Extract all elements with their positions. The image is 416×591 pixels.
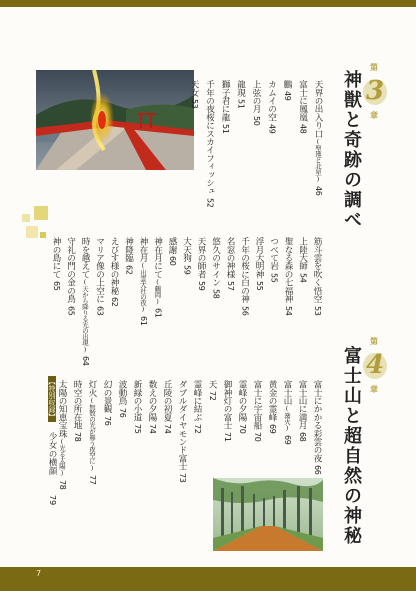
toc-entry	[210, 237, 222, 299]
toc-entry-title: 黄金の霊峰	[267, 380, 277, 421]
toc-entry-page: 68	[298, 432, 307, 442]
toc-entry-title: 筋斗雲を吹く悟空	[312, 237, 322, 303]
toc-entry	[195, 237, 207, 290]
toc-entry-page: 57	[226, 281, 235, 291]
toc-entry-title: 上陸大師	[297, 237, 308, 270]
toc-entry-page: 78	[73, 432, 82, 442]
chapter4-title: 富士山と超自然の神秘	[341, 346, 362, 546]
toc-entry-title: 聖なる森の七福神	[283, 237, 293, 303]
toc-entry-title: 霊峰の夕陽	[237, 380, 247, 421]
toc-entry	[312, 80, 324, 195]
toc-entry	[297, 80, 309, 133]
toc-entry-title: 千年の桜に白の神	[239, 237, 250, 303]
toc-entry-title: ダブルダイヤモンド富士	[177, 380, 187, 471]
toc-entry-page: 64	[81, 356, 90, 366]
toc-entry-title: 丘陵の初夏	[162, 380, 172, 421]
toc-entry-page: 53	[190, 99, 199, 109]
toc-entry	[123, 237, 135, 274]
toc-entry	[50, 237, 62, 290]
toc-entry-title: 波動鳥	[117, 380, 127, 405]
toc-entry-page: 46	[314, 185, 323, 195]
toc-entry-page: 71	[223, 432, 232, 442]
toc-entry-title: 富士山	[282, 380, 292, 405]
toc-entry-page: 52	[205, 197, 215, 208]
toc-entry-page: 55	[269, 272, 279, 283]
toc-entry-title: 太陽の知恵宝珠	[57, 380, 67, 438]
toc-entry-page: 54	[284, 305, 293, 315]
toc-entry-title: 数えの夕陽	[147, 380, 157, 421]
toc-entry-page: 58	[211, 289, 221, 299]
toc-entry	[181, 237, 193, 274]
toc-entry-page: 72	[208, 391, 217, 401]
toc-entry-page: 49	[267, 124, 277, 134]
special-tag-label: 特別収録	[48, 385, 56, 413]
toc-entry-subtitle: (篝火)	[283, 404, 291, 432]
toc-entry	[188, 80, 200, 109]
toc-entry	[281, 380, 293, 444]
bottom-bar	[0, 567, 416, 591]
toc-entry	[282, 237, 294, 315]
toc-entry-page: 69	[283, 434, 292, 445]
toc-entry	[94, 237, 106, 315]
toc-entry-page: 60	[168, 256, 177, 266]
toc-entry-page: 74	[148, 424, 157, 434]
toc-entry-title: 神在月	[138, 237, 148, 262]
toc-entry-title: 名窓の神様	[225, 237, 235, 278]
toc-entry	[206, 380, 218, 401]
toc-entry	[266, 80, 278, 133]
toc-entry	[146, 380, 158, 433]
toc-entry	[79, 237, 91, 366]
deco-square	[26, 226, 38, 238]
toc-entry-title: 富士に宇宙船	[252, 380, 262, 430]
toc-entry	[250, 80, 262, 125]
special-title: 少女の横顔	[47, 432, 57, 475]
toc-entry-page: 51	[236, 99, 246, 109]
page-number: 7	[36, 569, 42, 578]
toc-entry	[191, 380, 203, 433]
toc-entry-title: 鵬	[282, 80, 292, 89]
toc-entry	[131, 380, 143, 433]
top-bar	[0, 0, 416, 7]
toc-entry	[311, 380, 323, 474]
toc-entry-page: 76	[103, 415, 112, 426]
toc-entry	[166, 237, 178, 266]
toc-entry	[268, 237, 280, 282]
toc-entry-title: 富士にかかる彩雲の夜	[312, 380, 322, 462]
toc-entry-title: 神降臨	[123, 237, 134, 262]
toc-entry	[224, 237, 236, 290]
toc-entry-title: 霊峰に結ぶ	[192, 380, 202, 421]
toc-entry	[152, 237, 164, 318]
toc-entry-page: 72	[193, 424, 202, 434]
toc-entry	[311, 237, 323, 315]
toc-entry	[235, 80, 247, 109]
toc-entry-page: 75	[133, 424, 142, 434]
toc-entry	[253, 237, 265, 290]
toc-entry-page: 48	[298, 124, 308, 134]
toc-entry	[219, 80, 231, 133]
toc-entry-title: 富士山に満月	[297, 380, 307, 430]
special-entry	[46, 376, 58, 505]
toc-entry-title: 上弦の月	[251, 80, 261, 113]
toc-entry-title: 灯火	[87, 380, 97, 397]
toc-entry-page: 65	[52, 281, 61, 291]
chapter3-title: 神獣と奇跡の調べ	[341, 70, 362, 230]
toc-entry-title: カムイの空	[266, 80, 277, 121]
toc-entry-page: 55	[255, 281, 264, 291]
toc-entry	[176, 380, 188, 483]
toc-entry-page: 59	[197, 281, 206, 291]
forest-photo	[213, 478, 323, 551]
toc-entry-page: 65	[66, 305, 76, 315]
deco-square	[34, 206, 48, 220]
toc-entry	[161, 380, 173, 433]
special-page: 79	[48, 495, 57, 506]
red-bridge-photo	[36, 70, 194, 170]
toc-entry-title: 獅子君に龍	[220, 80, 230, 121]
toc-entry-title: 悠久のサイン	[210, 237, 221, 287]
toc-entry-subtitle: (無数の光が舞う夜空に)	[88, 396, 96, 472]
toc-entry-page: 78	[58, 479, 67, 489]
toc-entry-page: 62	[124, 264, 134, 274]
toc-entry	[86, 380, 98, 484]
toc-entry-page: 69	[268, 424, 277, 434]
toc-entry	[101, 380, 113, 425]
toc-entry-title: 時空の所在地	[72, 380, 82, 430]
toc-entry-title: 守礼の門の金の鳥	[65, 237, 76, 303]
toc-entry-title: 天	[207, 380, 217, 389]
chapter3-badge-suffix: 章	[370, 110, 378, 120]
toc-entry	[236, 380, 248, 433]
toc-entry-page: 53	[313, 305, 322, 315]
chapter3-badge-prefix: 第	[370, 62, 378, 72]
toc-entry-title: 大天狗	[181, 237, 192, 262]
toc-entry-title: 天界の出入り口	[313, 80, 323, 138]
toc-entry-page: 66	[313, 465, 322, 475]
toc-entry-title: つべて岩	[268, 237, 279, 270]
toc-entry-page: 61	[139, 315, 148, 326]
chapter4-badge-prefix: 第	[370, 336, 378, 346]
toc-entry-subtitle: (鶴岡)	[153, 278, 162, 306]
toc-entry-page: 59	[182, 264, 192, 274]
toc-entry	[266, 380, 278, 433]
toc-entry	[65, 237, 77, 315]
toc-entry	[71, 380, 83, 442]
toc-entry-page: 70	[253, 432, 262, 442]
toc-entry-title: 天界の師者	[196, 237, 206, 278]
toc-entry-title: 御神灯の富士	[222, 380, 232, 430]
chapter3-badge	[359, 62, 391, 130]
toc-entry-page: 62	[110, 297, 119, 307]
toc-entry-page: 74	[163, 424, 172, 434]
toc-entry	[204, 80, 216, 207]
toc-entry	[251, 380, 263, 442]
toc-entry	[281, 80, 293, 101]
chapter4-badge-suffix: 章	[370, 384, 378, 394]
deco-square	[40, 232, 46, 238]
chapter4-badge-number: 4	[366, 350, 385, 380]
toc-entry-page: 49	[283, 91, 292, 101]
deco-square	[22, 214, 30, 222]
toc-entry-title: 新緑の小道	[132, 380, 142, 421]
toc-entry-title: 富士に鳳凰	[297, 80, 308, 121]
toc-entry-page: 63	[95, 305, 105, 315]
toc-entry-page: 73	[178, 473, 187, 483]
toc-entry-title: えびす様の神秘	[109, 237, 119, 295]
toc-entry-subtitle: (光る太陽)	[58, 437, 66, 477]
toc-entry	[239, 237, 251, 315]
toc-entry-page: 76	[118, 407, 127, 417]
toc-entry	[108, 237, 120, 307]
toc-entry	[116, 380, 128, 417]
chapter3-badge-number: 3	[366, 76, 385, 106]
special-tag: 【特別収録】	[48, 378, 56, 420]
toc-entry	[296, 380, 308, 442]
toc-entry-title: 浮月大明神	[254, 237, 264, 278]
toc-entry-title: 神在月にて	[152, 237, 163, 278]
toc-entry-title: 感謝	[167, 237, 177, 254]
toc-entry-subtitle: (聖地と北星)	[314, 137, 322, 183]
toc-entry-page: 56	[240, 305, 250, 315]
toc-entry-page: 54	[298, 272, 308, 283]
toc-entry-title: 幻の景観	[102, 380, 112, 413]
toc-entry	[221, 380, 233, 442]
toc-entry-title: 神の島にて	[51, 237, 61, 278]
toc-entry-title: 時を越えて	[80, 237, 90, 278]
toc-entry-page: 77	[88, 474, 97, 484]
toc-entry-title: 天女	[189, 80, 199, 97]
chapter4-badge	[359, 336, 391, 404]
toc-entry-title: マリア像の上空に	[94, 237, 105, 303]
toc-entry-subtitle: (出雲大社の夜)	[139, 261, 147, 313]
toc-entry-page: 51	[221, 124, 230, 134]
toc-entry-page: 50	[252, 115, 261, 126]
toc-entry-page: 61	[153, 308, 163, 318]
toc-entry-title: 千年の夜桜にスカイフィッシュ	[204, 80, 215, 195]
toc-entry	[137, 237, 149, 325]
toc-entry-title: 龍現	[235, 80, 246, 97]
toc-entry-page: 70	[238, 424, 247, 434]
toc-entry-subtitle: (天から降りる光の出現)	[81, 278, 89, 354]
toc-entry	[297, 237, 309, 282]
